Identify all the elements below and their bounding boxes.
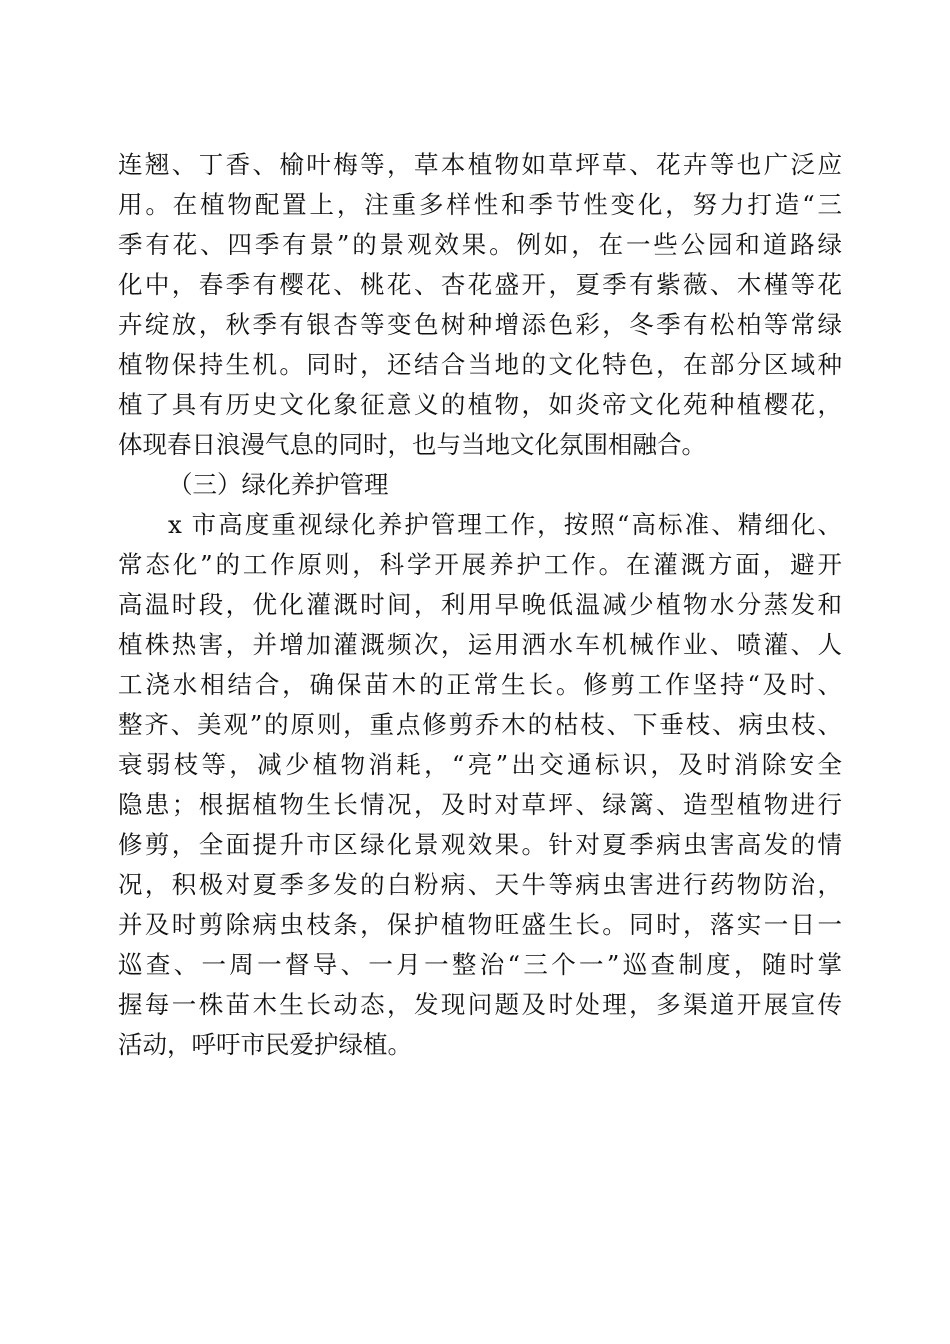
paragraph-line: 工浇水相结合，确保苗木的正常生长。修剪工作坚持“及时、 <box>118 670 842 699</box>
paragraph-line: 况，积极对夏季多发的白粉病、天牛等病虫害进行药物防治， <box>118 870 842 899</box>
paragraph-line: 连翘、丁香、榆叶梅等，草本植物如草坪草、花卉等也广泛应 <box>118 150 842 179</box>
paragraph-line: 并及时剪除病虫枝条，保护植物旺盛生长。同时，落实一日一 <box>118 910 842 939</box>
paragraph-line: 常态化”的工作原则，科学开展养护工作。在灌溉方面，避开 <box>118 550 842 579</box>
paragraph-line: 植了具有历史文化象征意义的植物，如炎帝文化苑种植樱花， <box>118 390 842 419</box>
section-heading: （三）绿化养护管理 <box>168 470 389 499</box>
document-body <box>118 145 842 1065</box>
paragraph-line: x 市高度重视绿化养护管理工作，按照“高标准、精细化、 <box>168 510 842 539</box>
paragraph-line: 修剪，全面提升市区绿化景观效果。针对夏季病虫害高发的情 <box>118 830 842 859</box>
paragraph-line: 高温时段，优化灌溉时间，利用早晚低温减少植物水分蒸发和 <box>118 590 842 619</box>
paragraph-line: 卉绽放，秋季有银杏等变色树种增添色彩，冬季有松柏等常绿 <box>118 310 842 339</box>
paragraph-line: 季有花、四季有景”的景观效果。例如，在一些公园和道路绿 <box>118 230 842 259</box>
paragraph-line: 隐患；根据植物生长情况，及时对草坪、绿篱、造型植物进行 <box>118 790 842 819</box>
paragraph-line: 植株热害，并增加灌溉频次，运用洒水车机械作业、喷灌、人 <box>118 630 842 659</box>
paragraph-line: 巡查、一周一督导、一月一整治“三个一”巡查制度，随时掌 <box>118 950 842 979</box>
paragraph-line: 植物保持生机。同时，还结合当地的文化特色，在部分区域种 <box>118 350 842 379</box>
paragraph-line: 活动，呼吁市民爱护绿植。 <box>118 1030 412 1059</box>
paragraph-line: 衰弱枝等，减少植物消耗，“亮”出交通标识，及时消除安全 <box>118 750 842 779</box>
paragraph-2 <box>118 505 842 1065</box>
paragraph-line: 握每一株苗木生长动态，发现问题及时处理，多渠道开展宣传 <box>118 990 842 1019</box>
paragraph-line: 体现春日浪漫气息的同时，也与当地文化氛围相融合。 <box>118 430 706 459</box>
paragraph-1 <box>118 145 842 465</box>
paragraph-line: 化中，春季有樱花、桃花、杏花盛开，夏季有紫薇、木槿等花 <box>118 270 842 299</box>
paragraph-line: 用。在植物配置上，注重多样性和季节性变化，努力打造“三 <box>118 190 842 219</box>
paragraph-line: 整齐、美观”的原则，重点修剪乔木的枯枝、下垂枝、病虫枝、 <box>118 710 842 739</box>
